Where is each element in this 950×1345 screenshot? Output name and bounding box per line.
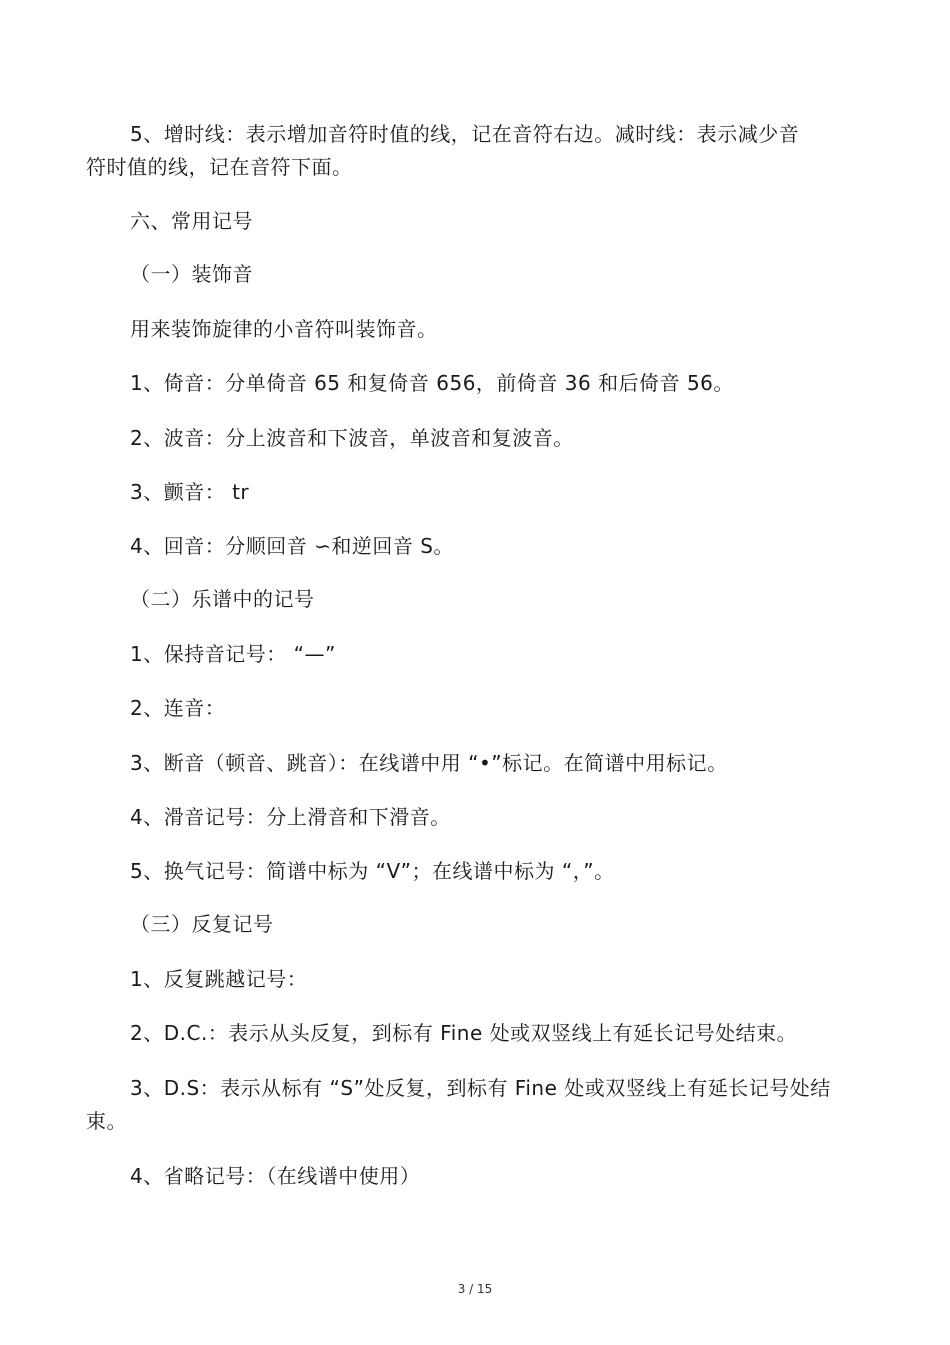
list-item-ds-continued: 束。 bbox=[86, 1109, 127, 1133]
list-item-trill: 3、颤音： tr bbox=[130, 480, 250, 504]
list-item-turn: 4、回音：分顺回音 ∽和逆回音 S。 bbox=[130, 534, 454, 558]
subsection-heading-score-symbols: （二）乐谱中的记号 bbox=[130, 587, 315, 611]
list-item-slur: 2、连音： bbox=[130, 696, 226, 720]
list-item-ds: 3、D.S：表示从标有 “S”处反复，到标有 Fine 处或双竖线上有延长记号处结 bbox=[130, 1076, 831, 1100]
section-heading-common-symbols: 六、常用记号 bbox=[130, 209, 253, 233]
page-number: 3 / 15 bbox=[457, 1282, 493, 1296]
list-item-breath-mark: 5、换气记号：简谱中标为 “V”；在线谱中标为 “，”。 bbox=[130, 859, 615, 883]
list-item-grace-note: 1、倚音：分单倚音 65 和复倚音 656，前倚音 36 和后倚音 56。 bbox=[130, 371, 734, 395]
subsection-heading-ornaments: （一）装饰音 bbox=[130, 262, 253, 286]
subsection-heading-repeat-signs: （三）反复记号 bbox=[130, 912, 274, 936]
paragraph-time-lines-continued: 符时值的线，记在音符下面。 bbox=[86, 155, 353, 179]
paragraph-ornament-definition: 用来装饰旋律的小音符叫装饰音。 bbox=[130, 317, 438, 341]
list-item-repeat-jump: 1、反复跳越记号： bbox=[130, 967, 308, 991]
paragraph-time-lines: 5、增时线：表示增加音符时值的线，记在音符右边。减时线：表示减少音 bbox=[130, 122, 800, 146]
list-item-staccato: 3、断音（顿音、跳音）：在线谱中用 “•”标记。在简谱中用标记。 bbox=[130, 751, 728, 775]
list-item-dc: 2、D.C.：表示从头反复，到标有 Fine 处或双竖线上有延长记号处结束。 bbox=[130, 1021, 798, 1045]
list-item-glissando: 4、滑音记号：分上滑音和下滑音。 bbox=[130, 805, 451, 829]
list-item-tenuto: 1、保持音记号： “—” bbox=[130, 642, 336, 666]
list-item-abbreviation: 4、省略记号：（在线谱中使用） bbox=[130, 1164, 421, 1188]
list-item-mordent: 2、波音：分上波音和下波音，单波音和复波音。 bbox=[130, 426, 574, 450]
